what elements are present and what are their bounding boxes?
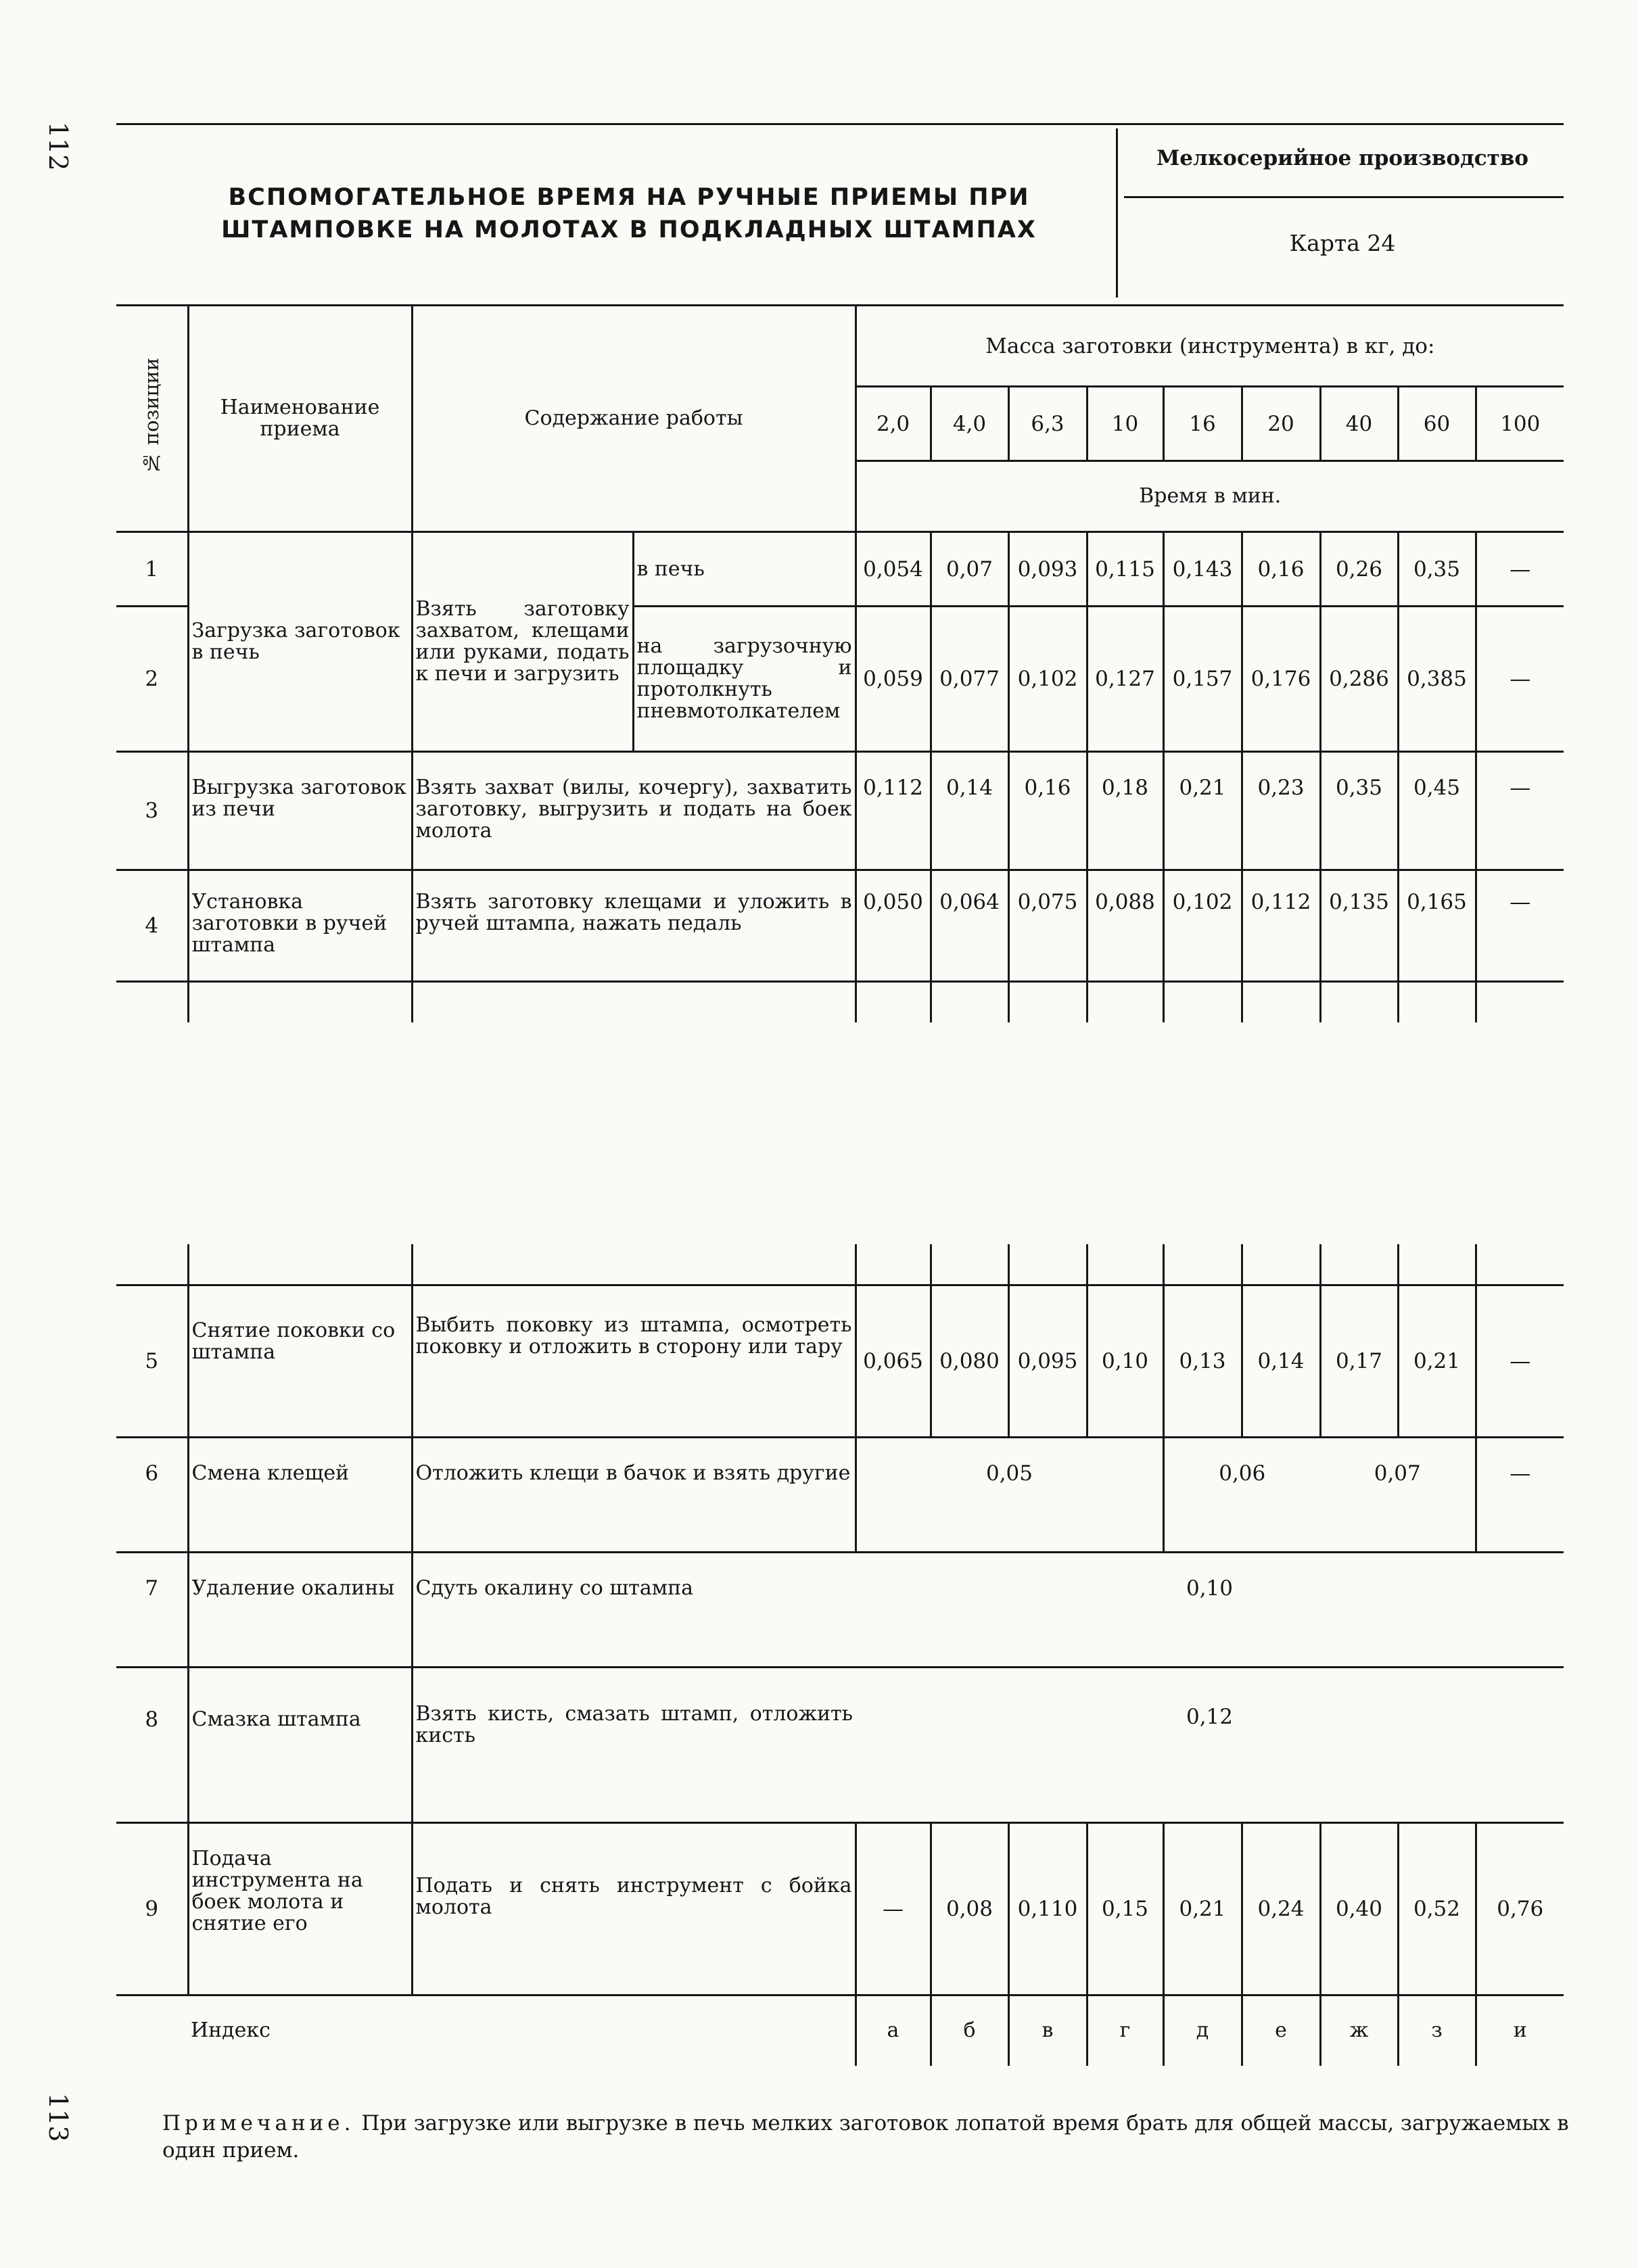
header-mass-title: Масса заготовки (инструмента) в кг, до:	[856, 306, 1564, 387]
header-work-content: Содержание работы	[412, 306, 856, 532]
mass-col-7: 40	[1320, 387, 1398, 461]
row-3-val-7: 0,35	[1320, 752, 1398, 870]
row-9-val-9: 0,76	[1476, 1822, 1564, 1995]
header-operation-name: Наименование приема	[188, 306, 412, 532]
row-1-val-3: 0,093	[1008, 532, 1087, 607]
row-6-no: 6	[116, 1437, 188, 1552]
row-1-val-8: 0,35	[1398, 532, 1476, 607]
row-9-val-3: 0,110	[1008, 1822, 1087, 1995]
index-label: Индекс	[116, 1995, 856, 2066]
row-2-val-2: 0,077	[931, 607, 1008, 752]
row-9-val-7: 0,40	[1320, 1822, 1398, 1995]
row-3-name: Выгрузка заготовок из печи	[188, 752, 412, 870]
footnote-label: Примечание.	[162, 2111, 355, 2135]
footnote-text: При загрузке или выгрузке в печь мелких заготовок лопатой время брать для общей массы, загружаемых в один прием.	[162, 2111, 1569, 2163]
mass-col-4: 10	[1087, 387, 1163, 461]
row-1-sub: в печь	[633, 532, 856, 607]
row-7-name: Удаление окалины	[188, 1552, 412, 1667]
row-5-val-7: 0,17	[1320, 1285, 1398, 1437]
index-zh: ж	[1320, 1995, 1398, 2066]
index-z: з	[1398, 1995, 1476, 2066]
mass-col-3: 6,3	[1008, 387, 1087, 461]
time-table-lower	[116, 1244, 1564, 2066]
header-card-rule	[1124, 196, 1564, 198]
page-number-bottom: 113	[43, 2093, 73, 2142]
row-2-val-8: 0,385	[1398, 607, 1476, 752]
row-1-2-content: Взять заготовку захватом, клещами или руками, подать к печи и загрузить	[412, 532, 633, 752]
mass-col-9: 100	[1476, 387, 1564, 461]
row-3-val-6: 0,23	[1242, 752, 1320, 870]
row-5-val-5: 0,13	[1163, 1285, 1242, 1437]
row-5-val-9: —	[1476, 1285, 1564, 1437]
row-4-val-4: 0,088	[1087, 870, 1163, 982]
row-2-val-6: 0,176	[1242, 607, 1320, 752]
card-number: Карта 24	[1289, 230, 1396, 256]
page-number-top: 112	[43, 122, 73, 171]
row-6-group-4: —	[1476, 1437, 1564, 1552]
row-6-content: Отложить клещи в бачок и взять другие	[412, 1437, 856, 1552]
header-divider	[1116, 128, 1118, 298]
row-9-name: Подача инструмента на боек молота и снятие его	[188, 1822, 412, 1995]
row-9-val-5: 0,21	[1163, 1822, 1242, 1995]
row-9-val-6: 0,24	[1242, 1822, 1320, 1995]
row-4-val-1: 0,050	[856, 870, 931, 982]
row-8-no: 8	[116, 1667, 188, 1822]
row-3-val-8: 0,45	[1398, 752, 1476, 870]
row-9-val-4: 0,15	[1087, 1822, 1163, 1995]
footnote	[162, 2110, 1569, 2164]
row-2-no: 2	[116, 607, 188, 752]
row-4-name: Установка заготовки в ручей штампа	[188, 870, 412, 982]
row-3-val-1: 0,112	[856, 752, 931, 870]
row-3-val-9: —	[1476, 752, 1564, 870]
row-5-val-8: 0,21	[1398, 1285, 1476, 1437]
mass-col-1: 2,0	[856, 387, 931, 461]
row-6-group-3: 0,07	[1320, 1437, 1476, 1552]
row-5-no: 5	[116, 1285, 188, 1437]
row-4-val-9: —	[1476, 870, 1564, 982]
row-6-group-1: 0,05	[856, 1437, 1163, 1552]
index-b: б	[931, 1995, 1008, 2066]
row-7-content: Сдуть окалину со штампа	[412, 1552, 856, 1667]
row-2-val-9: —	[1476, 607, 1564, 752]
row-4-val-5: 0,102	[1163, 870, 1242, 982]
row-1-no: 1	[116, 532, 188, 607]
row-3-val-4: 0,18	[1087, 752, 1163, 870]
row-5-val-1: 0,065	[856, 1285, 931, 1437]
mass-col-6: 20	[1242, 387, 1320, 461]
row-5-val-2: 0,080	[931, 1285, 1008, 1437]
row-9-no: 9	[116, 1822, 188, 1995]
row-9-val-2: 0,08	[931, 1822, 1008, 1995]
page-title: ВСПОМОГАТЕЛЬНОЕ ВРЕМЯ НА РУЧНЫЕ ПРИЕМЫ ПРИ ШТАМПОВКЕ НА МОЛОТАХ В ПОДКЛАДНЫХ ШТАМПАХ	[221, 184, 1037, 243]
row-2-val-4: 0,127	[1087, 607, 1163, 752]
row-3-val-2: 0,14	[931, 752, 1008, 870]
row-4-val-6: 0,112	[1242, 870, 1320, 982]
header-position-no: № позиции	[116, 306, 188, 532]
row-4-no: 4	[116, 870, 188, 982]
index-d: д	[1163, 1995, 1242, 2066]
row-5-name: Снятие поковки со штампа	[188, 1285, 412, 1437]
row-6-group-2: 0,06	[1163, 1437, 1320, 1552]
row-3-content: Взять захват (вилы, кочергу), захватить заготовку, выгрузить и подать на боек молота	[412, 752, 856, 870]
row-1-val-5: 0,143	[1163, 532, 1242, 607]
row-1-val-9: —	[1476, 532, 1564, 607]
row-2-val-5: 0,157	[1163, 607, 1242, 752]
header-time-unit: Время в мин.	[856, 461, 1564, 532]
row-1-val-6: 0,16	[1242, 532, 1320, 607]
row-5-val-6: 0,14	[1242, 1285, 1320, 1437]
production-type: Мелкосерийное производство	[1156, 146, 1529, 170]
row-8-content: Взять кисть, смазать штамп, отложить кисть	[412, 1667, 856, 1822]
time-table-upper	[116, 304, 1564, 1022]
row-8-value: 0,12	[856, 1667, 1564, 1822]
row-4-content: Взять заготовку клещами и уложить в ручей штампа, нажать педаль	[412, 870, 856, 982]
row-4-val-2: 0,064	[931, 870, 1008, 982]
row-9-val-8: 0,52	[1398, 1822, 1476, 1995]
row-2-sub: на загрузочную площадку и протолкнуть пневмотолкателем	[633, 607, 856, 752]
row-8-name: Смазка штампа	[188, 1667, 412, 1822]
row-3-val-5: 0,21	[1163, 752, 1242, 870]
row-3-val-3: 0,16	[1008, 752, 1087, 870]
row-7-no: 7	[116, 1552, 188, 1667]
row-2-val-3: 0,102	[1008, 607, 1087, 752]
index-i: и	[1476, 1995, 1564, 2066]
mass-col-8: 60	[1398, 387, 1476, 461]
row-9-val-1: —	[856, 1822, 931, 1995]
row-2-val-1: 0,059	[856, 607, 931, 752]
row-1-val-2: 0,07	[931, 532, 1008, 607]
row-4-val-8: 0,165	[1398, 870, 1476, 982]
row-6-name: Смена клещей	[188, 1437, 412, 1552]
index-v: в	[1008, 1995, 1087, 2066]
header-top-rule	[116, 123, 1564, 125]
index-g: г	[1087, 1995, 1163, 2066]
index-e: е	[1242, 1995, 1320, 2066]
row-1-2-name: Загрузка заготовок в печь	[188, 532, 412, 752]
row-5-val-3: 0,095	[1008, 1285, 1087, 1437]
row-3-no: 3	[116, 752, 188, 870]
row-1-val-4: 0,115	[1087, 532, 1163, 607]
row-4-val-3: 0,075	[1008, 870, 1087, 982]
mass-col-2: 4,0	[931, 387, 1008, 461]
index-a: а	[856, 1995, 931, 2066]
row-5-content: Выбить поковку из штампа, осмотреть поковку и отложить в сторону или тару	[412, 1285, 856, 1437]
row-2-val-7: 0,286	[1320, 607, 1398, 752]
row-5-val-4: 0,10	[1087, 1285, 1163, 1437]
row-4-val-7: 0,135	[1320, 870, 1398, 982]
row-9-content: Подать и снять инструмент с бойка молота	[412, 1822, 856, 1995]
mass-col-5: 16	[1163, 387, 1242, 461]
row-7-value: 0,10	[856, 1552, 1564, 1667]
row-1-val-1: 0,054	[856, 532, 931, 607]
row-1-val-7: 0,26	[1320, 532, 1398, 607]
